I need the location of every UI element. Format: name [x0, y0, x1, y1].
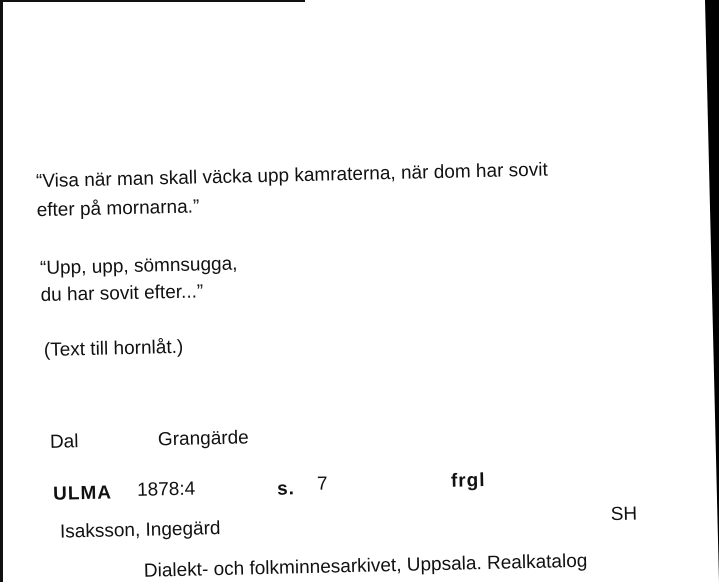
quote-1-line-2: efter på mornarna.” [36, 196, 200, 222]
page-label: s. [276, 478, 296, 500]
note-text: (Text till hornlåt.) [43, 336, 184, 361]
archive-code: ULMA [52, 482, 113, 505]
abbreviation: frgl [450, 469, 486, 492]
quote-2-line-2: du har sovit efter...” [40, 281, 204, 307]
quote-1-line-1: “Visa när man skall väcka upp kamraterna, när dom har sovit [35, 159, 548, 193]
quote-2-line-1: “Upp, upp, sömnsugga, [39, 253, 238, 280]
archive-footer: Dialekt- och folkminnesarkivet, Uppsala. Realkatalog [143, 550, 588, 582]
province: Dal [49, 431, 79, 453]
informant-name: Isaksson, Ingegärd [59, 517, 221, 543]
parish: Grangärde [157, 427, 249, 451]
page-number: 7 [316, 473, 328, 495]
collector-initials: SH [610, 503, 638, 526]
archive-number: 1878:4 [136, 478, 196, 501]
